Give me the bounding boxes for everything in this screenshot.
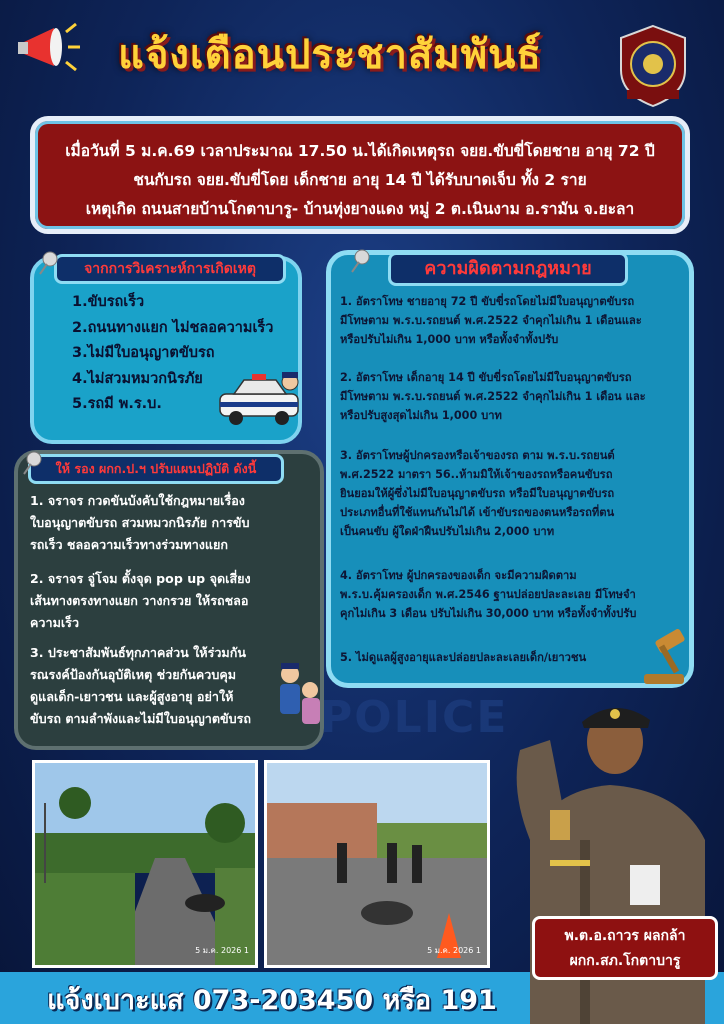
pushpin-icon [20, 450, 46, 476]
incident-line: เมื่อวันที่ 5 ม.ค.69 เวลาประมาณ 17.50 น.ได้เกิดเหตุรถ จยย.ขับขี่โดยชาย อายุ 72 ปี [65, 142, 655, 160]
action-item: 3. ประชาสัมพันธ์ทุกภาคส่วน ให้ร่วมกัน รณรงค์ป้องกันอุบัติเหตุ ช่วยกันควบคุม ดูแลเด็ก-เยาวชน และผู้สูงอายุ อย่าให้ ขับรถ ตามลำพังและไม่มีใบอนุญาตขับรถ [30, 645, 251, 726]
law-title: ความผิดตามกฎหมาย [388, 252, 628, 286]
list-item: 1.ขับรถเร็ว [72, 294, 145, 310]
pushpin-icon [36, 250, 62, 276]
hotline-text: แจ้งเบาะแส 073-203450 หรือ 191 [47, 985, 497, 1016]
officer-elderly-illustration [270, 660, 326, 728]
officer-name: พ.ต.อ.ถาวร ผลกล้า [564, 928, 686, 944]
law-item: 1. อัตราโทษ ชายอายุ 72 ปี ขับขี่รถโดยไม่มีใบอนุญาตขับรถ มีโทษตาม พ.ร.บ.รถยนต์ พ.ศ.2522 จำคุกไม่เกิน 1 เดือนและ หรือปรับไม่เกิน 1,000 บาท หรือทั้งจำทั้งปรับ [340, 295, 642, 346]
action-plan-title: ให้ รอง ผกก.ป.ฯ ปรับแผนปฏิบัติ ดังนี้ [28, 454, 284, 484]
incident-summary [30, 116, 690, 234]
incident-line: ชนกับรถ จยย.ขับขี่โดย เด็กชาย อายุ 14 ปี ได้รับบาดเจ็บ ทั้ง 2 ราย [133, 171, 587, 189]
law-item: 5. ไม่ดูแลผู้สูงอายุและปล่อยปละละเลยเด็ก/เยาวชน [340, 651, 587, 664]
action-item: 1. จราจร กวดขันบังคับใช้กฎหมายเรื่อง ใบอนุญาตขับรถ สวมหมวกนิรภัย การขับ รถเร็ว ชลอความเร็วทางร่วมทางแยก [30, 493, 250, 552]
law-item: 4. อัตราโทษ ผู้ปกครองของเด็ก จะมีความผิดตาม พ.ร.บ.คุ้มครองเด็ก พ.ศ.2546 ฐานปล่อยปละละเลย มีโทษจำ คุกไม่เกิน 3 เดือน ปรับไม่เกิน 30,000 บาท หรือทั้งจำทั้งปรับ [340, 569, 637, 620]
incident-line: เหตุเกิด ถนนสายบ้านโกตาบารู- บ้านทุ่งยางแดง หมู่ 2 ต.เนินงาม อ.รามัน จ.ยะลา [85, 200, 635, 218]
list-item: 3.ไม่มีใบอนุญาตขับรถ [72, 345, 215, 361]
photo-timestamp: 5 ม.ค. 2026 1 [427, 946, 481, 955]
law-item: 2. อัตราโทษ เด็กอายุ 14 ปี ขับขี่รถโดยไม่มีใบอนุญาตขับรถ มีโทษตาม พ.ร.บ.รถยนต์ พ.ศ.2522 จำคุกไม่เกิน 1 เดือน และ หรือปรับสูงสุดไม่เกิน 1,000 บาท [340, 371, 646, 422]
analysis-title: จากการวิเคราะห์การเกิดเหตุ [54, 254, 286, 284]
photo-timestamp: 5 ม.ค. 2026 1 [195, 946, 249, 955]
police-badge-logo [615, 24, 691, 108]
action-item: 2. จราจร จู่โจม ตั้งจุด pop up จุดเสี่ยง เส้นทางตรงทางแยก วางกรวย ให้รถชลอ ความเร็ว [30, 571, 251, 630]
accident-photo-2 [264, 760, 490, 968]
background-police-text: POLICE [320, 692, 509, 743]
gavel-icon [636, 626, 694, 688]
list-item: 5.รถมี พ.ร.บ. [72, 396, 162, 412]
police-car-illustration [214, 368, 302, 430]
page-title: แจ้งเตือนประชาสัมพันธ์ [118, 32, 542, 78]
list-item: 2.ถนนทางแยก ไม่ชลอความเร็ว [72, 319, 274, 336]
list-item: 4.ไม่สวมหมวกนิรภัย [72, 370, 203, 387]
officer-position: ผกก.สภ.โกตาบารู [569, 953, 681, 969]
pushpin-icon [348, 248, 374, 274]
law-item: 3. อัตราโทษผู้ปกครองหรือเจ้าของรถ ตาม พ.ร.บ.รถยนต์ พ.ศ.2522 มาตรา 56..ห้ามมิให้เจ้าของรถหรือคนขับรถ ยินยอมให้ผู้ซึ่งไม่มีใบอนุญาตขับรถ หรือมีใบอนุญาตขับรถ ประเภทอื่นที่ใช้แทนกันไม่ได้ เข้าขับรถของตนหรือรถที่ตน เป็นคนขับ ผู้ใดฝ่าฝืนปรับไม่เกิน 2,000 บาท [340, 449, 615, 538]
accident-photo-1 [32, 760, 258, 968]
officer-namebox [532, 916, 718, 980]
